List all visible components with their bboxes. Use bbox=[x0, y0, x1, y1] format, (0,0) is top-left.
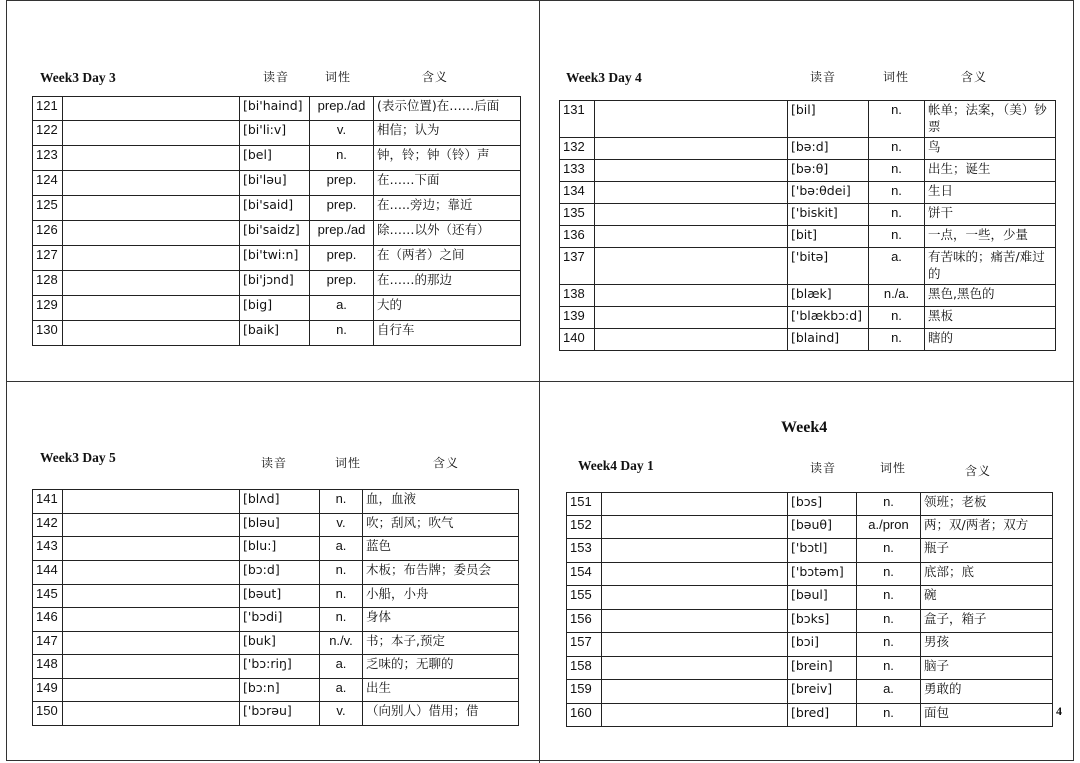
q4-week-title: Week4 bbox=[781, 419, 828, 436]
phonetic-cell: [bɔ:d] bbox=[240, 561, 320, 585]
table-row bbox=[33, 655, 519, 679]
word-blank-cell bbox=[63, 655, 240, 679]
phonetic-cell: ['bə:θdei] bbox=[788, 182, 869, 204]
entry-number-cell: 142 bbox=[33, 514, 63, 537]
word-blank-cell bbox=[602, 657, 788, 680]
entry-number-cell: 157 bbox=[567, 633, 602, 657]
part-of-speech-cell: a. bbox=[869, 248, 925, 285]
entry-number-cell: 121 bbox=[33, 97, 63, 121]
phonetic-cell: ['biskit] bbox=[788, 204, 869, 226]
word-blank-cell bbox=[595, 160, 788, 182]
phonetic-cell: [bi'twi:n] bbox=[240, 246, 310, 271]
meaning-cell: 饼干 bbox=[925, 204, 1056, 226]
q1-header-pos: 词性 bbox=[325, 70, 352, 84]
word-blank-cell bbox=[602, 586, 788, 610]
word-blank-cell bbox=[602, 516, 788, 539]
table-row bbox=[560, 160, 1056, 182]
part-of-speech-cell: n. bbox=[857, 586, 921, 610]
phonetic-cell: [bɔ:n] bbox=[240, 679, 320, 702]
phonetic-cell: [bred] bbox=[788, 704, 857, 727]
phonetic-cell: [bə:d] bbox=[788, 138, 869, 160]
part-of-speech-cell: v. bbox=[320, 514, 363, 537]
part-of-speech-cell: prep. bbox=[310, 246, 374, 271]
table-row bbox=[567, 704, 1053, 727]
q1-day-title: Week3 Day 3 bbox=[40, 70, 116, 85]
entry-number-cell: 146 bbox=[33, 608, 63, 632]
table-row bbox=[560, 204, 1056, 226]
phonetic-cell: ['bɔ:riŋ] bbox=[240, 655, 320, 679]
word-blank-cell bbox=[63, 221, 240, 246]
phonetic-cell: [bɔi] bbox=[788, 633, 857, 657]
phonetic-cell: [bɔs] bbox=[788, 493, 857, 516]
q2-header-pron: 读音 bbox=[810, 70, 837, 84]
entry-number-cell: 135 bbox=[560, 204, 595, 226]
phonetic-cell: [bi'ləu] bbox=[240, 171, 310, 196]
phonetic-cell: [bel] bbox=[240, 146, 310, 171]
table-row bbox=[567, 563, 1053, 586]
meaning-cell: 蓝色 bbox=[363, 537, 519, 561]
entry-number-cell: 122 bbox=[33, 121, 63, 146]
part-of-speech-cell: a. bbox=[320, 537, 363, 561]
q4-day-title: Week4 Day 1 bbox=[578, 458, 654, 473]
meaning-cell: 底部；底 bbox=[921, 563, 1053, 586]
word-blank-cell bbox=[63, 246, 240, 271]
entry-number-cell: 160 bbox=[567, 704, 602, 727]
table-row bbox=[33, 97, 521, 121]
word-blank-cell bbox=[63, 514, 240, 537]
meaning-cell: 书；本子,预定 bbox=[363, 632, 519, 655]
table-row bbox=[33, 271, 521, 296]
part-of-speech-cell: n. bbox=[320, 490, 363, 514]
q1-header-meaning: 含义 bbox=[422, 70, 449, 84]
entry-number-cell: 151 bbox=[567, 493, 602, 516]
entry-number-cell: 123 bbox=[33, 146, 63, 171]
entry-number-cell: 136 bbox=[560, 226, 595, 248]
q3-header-pron: 读音 bbox=[261, 456, 288, 470]
entry-number-cell: 152 bbox=[567, 516, 602, 539]
entry-number-cell: 137 bbox=[560, 248, 595, 285]
meaning-cell: 男孩 bbox=[921, 633, 1053, 657]
table-row bbox=[560, 285, 1056, 307]
entry-number-cell: 133 bbox=[560, 160, 595, 182]
table-row bbox=[567, 657, 1053, 680]
word-blank-cell bbox=[595, 226, 788, 248]
meaning-cell: 自行车 bbox=[374, 321, 521, 346]
table-row bbox=[567, 680, 1053, 704]
word-blank-cell bbox=[595, 248, 788, 285]
entry-number-cell: 149 bbox=[33, 679, 63, 702]
part-of-speech-cell: n. bbox=[869, 160, 925, 182]
phonetic-cell: [bləu] bbox=[240, 514, 320, 537]
word-blank-cell bbox=[63, 490, 240, 514]
word-blank-cell bbox=[63, 632, 240, 655]
part-of-speech-cell: n. bbox=[869, 307, 925, 329]
meaning-cell: 在（两者）之间 bbox=[374, 246, 521, 271]
table-row bbox=[33, 561, 519, 585]
meaning-cell: 碗 bbox=[921, 586, 1053, 610]
word-blank-cell bbox=[595, 204, 788, 226]
q1-header-pron: 读音 bbox=[263, 70, 290, 84]
entry-number-cell: 154 bbox=[567, 563, 602, 586]
table-row bbox=[33, 679, 519, 702]
part-of-speech-cell: a. bbox=[310, 296, 374, 321]
meaning-cell: 出生；诞生 bbox=[925, 160, 1056, 182]
entry-number-cell: 153 bbox=[567, 539, 602, 563]
part-of-speech-cell: n. bbox=[857, 563, 921, 586]
entry-number-cell: 158 bbox=[567, 657, 602, 680]
table-row bbox=[33, 490, 519, 514]
table-row bbox=[560, 226, 1056, 248]
entry-number-cell: 147 bbox=[33, 632, 63, 655]
table-row bbox=[33, 632, 519, 655]
meaning-cell: 帐单；法案，（美）钞票 bbox=[925, 101, 1056, 138]
q1-vocab-table bbox=[32, 96, 521, 346]
entry-number-cell: 139 bbox=[560, 307, 595, 329]
word-blank-cell bbox=[602, 539, 788, 563]
word-blank-cell bbox=[63, 97, 240, 121]
table-row bbox=[33, 514, 519, 537]
meaning-cell: 小船，小舟 bbox=[363, 585, 519, 608]
part-of-speech-cell: a. bbox=[320, 655, 363, 679]
word-blank-cell bbox=[63, 171, 240, 196]
phonetic-cell: ['bɔrəu] bbox=[240, 702, 320, 726]
word-blank-cell bbox=[602, 704, 788, 727]
meaning-cell: 一点，一些，少量 bbox=[925, 226, 1056, 248]
phonetic-cell: [bi'haind] bbox=[240, 97, 310, 121]
part-of-speech-cell: prep./ad bbox=[310, 97, 374, 121]
word-blank-cell bbox=[63, 702, 240, 726]
phonetic-cell: [blæk] bbox=[788, 285, 869, 307]
table-row bbox=[560, 329, 1056, 351]
phonetic-cell: ['bɔdi] bbox=[240, 608, 320, 632]
table-row bbox=[567, 539, 1053, 563]
meaning-cell: 在…..旁边；靠近 bbox=[374, 196, 521, 221]
part-of-speech-cell: n. bbox=[310, 146, 374, 171]
part-of-speech-cell: n./a. bbox=[869, 285, 925, 307]
q3-vocab-table bbox=[32, 489, 519, 726]
phonetic-cell: ['bɔtəm] bbox=[788, 563, 857, 586]
part-of-speech-cell: v. bbox=[320, 702, 363, 726]
meaning-cell: 领班；老板 bbox=[921, 493, 1053, 516]
entry-number-cell: 159 bbox=[567, 680, 602, 704]
phonetic-cell: [breiv] bbox=[788, 680, 857, 704]
meaning-cell: 鸟 bbox=[925, 138, 1056, 160]
word-blank-cell bbox=[595, 138, 788, 160]
word-blank-cell bbox=[63, 585, 240, 608]
table-row bbox=[567, 493, 1053, 516]
word-blank-cell bbox=[63, 679, 240, 702]
part-of-speech-cell: n./v. bbox=[320, 632, 363, 655]
meaning-cell: 黑色,黑色的 bbox=[925, 285, 1056, 307]
meaning-cell: 生日 bbox=[925, 182, 1056, 204]
part-of-speech-cell: n. bbox=[320, 585, 363, 608]
phonetic-cell: [brein] bbox=[788, 657, 857, 680]
meaning-cell: 血，血液 bbox=[363, 490, 519, 514]
phonetic-cell: [bɔks] bbox=[788, 610, 857, 633]
phonetic-cell: [bəut] bbox=[240, 585, 320, 608]
word-blank-cell bbox=[63, 271, 240, 296]
q3-header-meaning: 含义 bbox=[433, 456, 460, 470]
meaning-cell: 相信；认为 bbox=[374, 121, 521, 146]
part-of-speech-cell: n. bbox=[310, 321, 374, 346]
part-of-speech-cell: prep. bbox=[310, 171, 374, 196]
meaning-cell: 有苦味的；痛苦/难过的 bbox=[925, 248, 1056, 285]
word-blank-cell bbox=[63, 296, 240, 321]
meaning-cell: 两；双/两者；双方 bbox=[921, 516, 1053, 539]
q2-header-meaning: 含义 bbox=[961, 70, 988, 84]
horizontal-divider bbox=[6, 381, 1074, 382]
phonetic-cell: [bil] bbox=[788, 101, 869, 138]
entry-number-cell: 128 bbox=[33, 271, 63, 296]
table-row bbox=[33, 585, 519, 608]
word-blank-cell bbox=[595, 285, 788, 307]
part-of-speech-cell: prep. bbox=[310, 271, 374, 296]
table-row bbox=[33, 702, 519, 726]
phonetic-cell: [blu:] bbox=[240, 537, 320, 561]
phonetic-cell: ['bɔtl] bbox=[788, 539, 857, 563]
entry-number-cell: 124 bbox=[33, 171, 63, 196]
meaning-cell: 瞎的 bbox=[925, 329, 1056, 351]
q4-header-pos: 词性 bbox=[880, 461, 907, 475]
meaning-cell: 面包 bbox=[921, 704, 1053, 727]
word-blank-cell bbox=[595, 101, 788, 138]
table-row bbox=[567, 586, 1053, 610]
meaning-cell: 出生 bbox=[363, 679, 519, 702]
meaning-cell: 盒子，箱子 bbox=[921, 610, 1053, 633]
part-of-speech-cell: n. bbox=[869, 329, 925, 351]
page-number: 4 bbox=[1056, 704, 1062, 718]
table-row bbox=[33, 196, 521, 221]
word-blank-cell bbox=[63, 121, 240, 146]
phonetic-cell: [bi'jɔnd] bbox=[240, 271, 310, 296]
phonetic-cell: ['blækbɔ:d] bbox=[788, 307, 869, 329]
entry-number-cell: 126 bbox=[33, 221, 63, 246]
phonetic-cell: [bi'li:v] bbox=[240, 121, 310, 146]
word-blank-cell bbox=[63, 146, 240, 171]
word-blank-cell bbox=[595, 307, 788, 329]
table-row bbox=[560, 138, 1056, 160]
entry-number-cell: 138 bbox=[560, 285, 595, 307]
phonetic-cell: [bəul] bbox=[788, 586, 857, 610]
part-of-speech-cell: n. bbox=[857, 610, 921, 633]
part-of-speech-cell: a./pron bbox=[857, 516, 921, 539]
table-row bbox=[560, 248, 1056, 285]
q4-header-pron: 读音 bbox=[810, 461, 837, 475]
phonetic-cell: [blaind] bbox=[788, 329, 869, 351]
table-row bbox=[33, 146, 521, 171]
phonetic-cell: [bəuθ] bbox=[788, 516, 857, 539]
entry-number-cell: 156 bbox=[567, 610, 602, 633]
q2-header-pos: 词性 bbox=[883, 70, 910, 84]
table-row bbox=[567, 633, 1053, 657]
part-of-speech-cell: n. bbox=[869, 138, 925, 160]
table-row bbox=[33, 221, 521, 246]
meaning-cell: 乏味的；无聊的 bbox=[363, 655, 519, 679]
part-of-speech-cell: n. bbox=[869, 182, 925, 204]
part-of-speech-cell: n. bbox=[869, 204, 925, 226]
entry-number-cell: 130 bbox=[33, 321, 63, 346]
meaning-cell: 瓶子 bbox=[921, 539, 1053, 563]
meaning-cell: 木板；布告牌；委员会 bbox=[363, 561, 519, 585]
meaning-cell: 吹；刮风；吹气 bbox=[363, 514, 519, 537]
table-row bbox=[560, 307, 1056, 329]
table-row bbox=[33, 171, 521, 196]
word-blank-cell bbox=[602, 610, 788, 633]
table-row bbox=[33, 321, 521, 346]
phonetic-cell: [bə:θ] bbox=[788, 160, 869, 182]
q3-day-title: Week3 Day 5 bbox=[40, 450, 116, 465]
phonetic-cell: [bit] bbox=[788, 226, 869, 248]
meaning-cell: (表示位置)在……后面 bbox=[374, 97, 521, 121]
entry-number-cell: 132 bbox=[560, 138, 595, 160]
word-blank-cell bbox=[63, 196, 240, 221]
table-row bbox=[33, 296, 521, 321]
word-blank-cell bbox=[602, 563, 788, 586]
phonetic-cell: ['bitə] bbox=[788, 248, 869, 285]
meaning-cell: 勇敢的 bbox=[921, 680, 1053, 704]
table-row bbox=[560, 182, 1056, 204]
entry-number-cell: 145 bbox=[33, 585, 63, 608]
part-of-speech-cell: n. bbox=[857, 493, 921, 516]
part-of-speech-cell: prep./ad bbox=[310, 221, 374, 246]
part-of-speech-cell: n. bbox=[857, 539, 921, 563]
q2-vocab-table bbox=[559, 100, 1056, 351]
part-of-speech-cell: n. bbox=[869, 226, 925, 248]
part-of-speech-cell: n. bbox=[857, 633, 921, 657]
meaning-cell: 除……以外（还有） bbox=[374, 221, 521, 246]
meaning-cell: 身体 bbox=[363, 608, 519, 632]
table-row bbox=[33, 246, 521, 271]
table-row bbox=[560, 101, 1056, 138]
part-of-speech-cell: a. bbox=[857, 680, 921, 704]
entry-number-cell: 131 bbox=[560, 101, 595, 138]
part-of-speech-cell: n. bbox=[869, 101, 925, 138]
part-of-speech-cell: n. bbox=[320, 608, 363, 632]
part-of-speech-cell: n. bbox=[320, 561, 363, 585]
meaning-cell: 黑板 bbox=[925, 307, 1056, 329]
word-blank-cell bbox=[595, 182, 788, 204]
entry-number-cell: 129 bbox=[33, 296, 63, 321]
part-of-speech-cell: a. bbox=[320, 679, 363, 702]
phonetic-cell: [big] bbox=[240, 296, 310, 321]
word-blank-cell bbox=[63, 561, 240, 585]
entry-number-cell: 134 bbox=[560, 182, 595, 204]
word-blank-cell bbox=[595, 329, 788, 351]
table-row bbox=[567, 610, 1053, 633]
meaning-cell: 脑子 bbox=[921, 657, 1053, 680]
part-of-speech-cell: n. bbox=[857, 657, 921, 680]
word-blank-cell bbox=[63, 537, 240, 561]
q2-day-title: Week3 Day 4 bbox=[566, 70, 642, 85]
entry-number-cell: 140 bbox=[560, 329, 595, 351]
part-of-speech-cell: n. bbox=[857, 704, 921, 727]
phonetic-cell: [bi'said] bbox=[240, 196, 310, 221]
meaning-cell: 在……的那边 bbox=[374, 271, 521, 296]
entry-number-cell: 144 bbox=[33, 561, 63, 585]
word-blank-cell bbox=[602, 633, 788, 657]
entry-number-cell: 148 bbox=[33, 655, 63, 679]
entry-number-cell: 143 bbox=[33, 537, 63, 561]
entry-number-cell: 125 bbox=[33, 196, 63, 221]
part-of-speech-cell: prep. bbox=[310, 196, 374, 221]
phonetic-cell: [baik] bbox=[240, 321, 310, 346]
table-row bbox=[33, 121, 521, 146]
table-row bbox=[33, 608, 519, 632]
q4-vocab-table bbox=[566, 492, 1053, 727]
table-row bbox=[567, 516, 1053, 539]
word-blank-cell bbox=[602, 493, 788, 516]
meaning-cell: 在……下面 bbox=[374, 171, 521, 196]
q4-header-meaning: 含义 bbox=[965, 464, 992, 478]
word-blank-cell bbox=[602, 680, 788, 704]
word-blank-cell bbox=[63, 321, 240, 346]
table-row bbox=[33, 537, 519, 561]
meaning-cell: 大的 bbox=[374, 296, 521, 321]
entry-number-cell: 155 bbox=[567, 586, 602, 610]
meaning-cell: 钟，铃；钟（铃）声 bbox=[374, 146, 521, 171]
q3-header-pos: 词性 bbox=[335, 456, 362, 470]
word-blank-cell bbox=[63, 608, 240, 632]
meaning-cell: （向别人）借用；借 bbox=[363, 702, 519, 726]
part-of-speech-cell: v. bbox=[310, 121, 374, 146]
entry-number-cell: 150 bbox=[33, 702, 63, 726]
phonetic-cell: [bi'saidz] bbox=[240, 221, 310, 246]
phonetic-cell: [blʌd] bbox=[240, 490, 320, 514]
entry-number-cell: 141 bbox=[33, 490, 63, 514]
entry-number-cell: 127 bbox=[33, 246, 63, 271]
phonetic-cell: [buk] bbox=[240, 632, 320, 655]
